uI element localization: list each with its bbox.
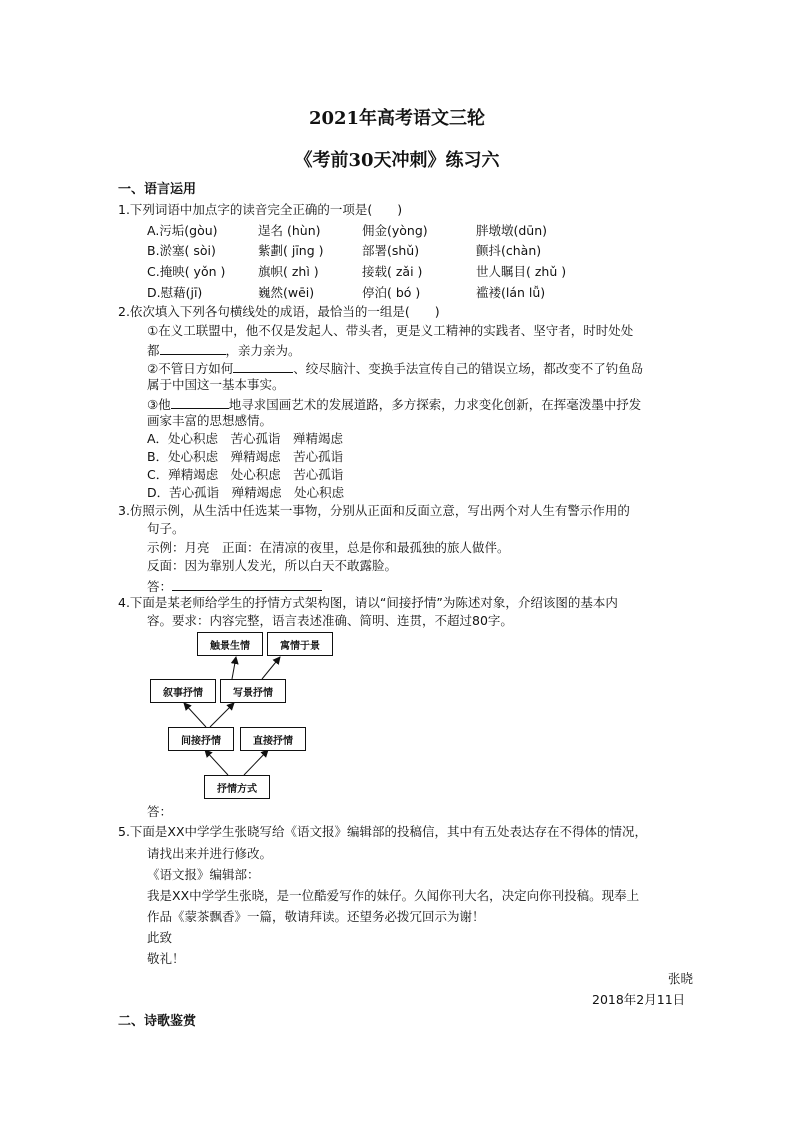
letter-date: 2018年2月11日 <box>592 992 686 1007</box>
title-line2: 《考前30天冲刺》练习六 <box>294 150 500 171</box>
q2-option-a: A．处心积虑 苦心孤诣 殚精竭虑 <box>147 431 344 446</box>
letter-salutation: 《语文报》编辑部： <box>147 867 260 882</box>
letter-closing-2: 敬礼！ <box>147 951 185 966</box>
section-heading-poetry: 二、诗歌鉴赏 <box>118 1014 197 1029</box>
q2-s1b-pre: 都 <box>147 343 160 358</box>
node-shuqing: 抒情方式 <box>204 775 270 799</box>
q2-sentence3b: 画家丰富的思想感情。 <box>147 413 273 428</box>
q3-stem-b: 句子。 <box>147 521 185 536</box>
q1-d-4: 褴褛(lán lǚ) <box>476 285 546 300</box>
letter-body-b: 作品《蒙茶飘香》一篇，敬请拜读。还望务必拨冗回示为谢！ <box>147 909 485 924</box>
q2-sentence1a: ①在义工联盟中，他不仅是发起人、带头者，更是义工精神的实践者、坚守者，时时处处 <box>147 323 634 338</box>
q4-answer: 答： <box>147 804 173 819</box>
q2-stem: 2.依次填入下列各句横线处的成语，最恰当的一组是( ) <box>118 304 440 319</box>
node-yuqing: 寓情于景 <box>267 632 333 656</box>
letter-signature: 张晓 <box>668 971 694 986</box>
q4-stem-a: 4.下面是某老师给学生的抒情方式架构图，请以“间接抒情”为陈述对象，介绍该图的基本内 <box>118 595 618 610</box>
q2-option-d: D．苦心孤诣 殚精竭虑 处心积虑 <box>147 485 345 500</box>
node-chujing: 触景生情 <box>197 632 263 656</box>
q1-a-2: 逞名 (hùn) <box>258 223 321 238</box>
q1-a-1: A.污垢(gòu) <box>147 223 218 238</box>
q2-s3a-pre: ③他 <box>147 397 171 412</box>
q2-sentence2b: 属于中国这一基本事实。 <box>147 377 285 392</box>
q1-c-3: 接载( zǎi ) <box>362 264 423 279</box>
letter-body-a: 我是XX中学学生张晓，是一位酷爱写作的妹仔。久闻你刊大名，决定向你刊投稿。现奉上 <box>147 888 640 903</box>
q1-c-2: 旗帜( zhì ) <box>258 264 319 279</box>
q1-b-3: 部署(shǔ) <box>362 243 420 258</box>
q5-stem-a: 5.下面是XX中学学生张晓写给《语文报》编辑部的投稿信，其中有五处表达存在不得体的情况， <box>118 824 648 839</box>
node-xushi: 叙事抒情 <box>150 679 216 703</box>
section-heading-language: 一、语言运用 <box>118 182 197 197</box>
q3-example-positive: 示例：月亮 正面：在清凉的夜里，总是你和最孤独的旅人做伴。 <box>147 540 510 555</box>
q1-a-3: 佣金(yòng) <box>362 223 428 238</box>
q1-a-4: 胖墩墩(dūn) <box>476 223 548 238</box>
q3-answer-label: 答： <box>147 579 173 594</box>
q5-stem-b: 请找出来并进行修改。 <box>147 846 273 861</box>
q3-example-negative: 反面：因为靠别人发光，所以白天不敢露脸。 <box>147 558 398 573</box>
q1-b-2: 紫劃( jīng ) <box>258 243 324 258</box>
node-xiejing: 写景抒情 <box>220 679 286 703</box>
letter-closing-1: 此致 <box>147 930 173 945</box>
q4-stem-b: 容。要求：内容完整，语言表述准确、简明、连贯，不超过80字。 <box>147 613 513 628</box>
q1-b-4: 颤抖(chàn) <box>476 243 542 258</box>
q2-s1b-post: ，亲力亲为。 <box>225 343 301 358</box>
q1-d-2: 巍然(wēi) <box>258 285 315 300</box>
q2-option-b: B．处心积虑 殚精竭虑 苦心孤诣 <box>147 449 344 464</box>
q1-c-1: C.掩映( yǒn ) <box>147 264 226 279</box>
q2-option-c: C．殚精竭虑 处心积虑 苦心孤诣 <box>147 467 344 482</box>
node-zhijie: 直接抒情 <box>240 727 306 751</box>
q2-s3a-post: 地寻求国画艺术的发展道路，多方探索，力求变化创新，在挥毫泼墨中抒发 <box>228 397 642 412</box>
q1-stem: 1.下列词语中加点字的读音完全正确的一项是( ) <box>118 202 403 217</box>
q1-d-1: D.慰藉(jī) <box>147 285 203 300</box>
q2-s2a-post: 、绞尽脑汁、变换手法宣传自己的错误立场，都改变不了钓鱼岛 <box>293 361 644 376</box>
q3-stem-a: 3.仿照示例，从生活中任选某一事物，分别从正面和反面立意，写出两个对人生有警示作用的 <box>118 503 630 518</box>
q2-s2a-pre: ②不管日方如何 <box>147 361 234 376</box>
q1-c-4: 世人瞩目( zhǔ ) <box>476 264 567 279</box>
q1-d-3: 停泊( bó ) <box>362 285 421 300</box>
node-jianjie: 间接抒情 <box>168 727 234 751</box>
q1-b-1: B.淤塞( sòi) <box>147 243 216 258</box>
title-line1: 2021年高考语文三轮 <box>308 108 486 129</box>
